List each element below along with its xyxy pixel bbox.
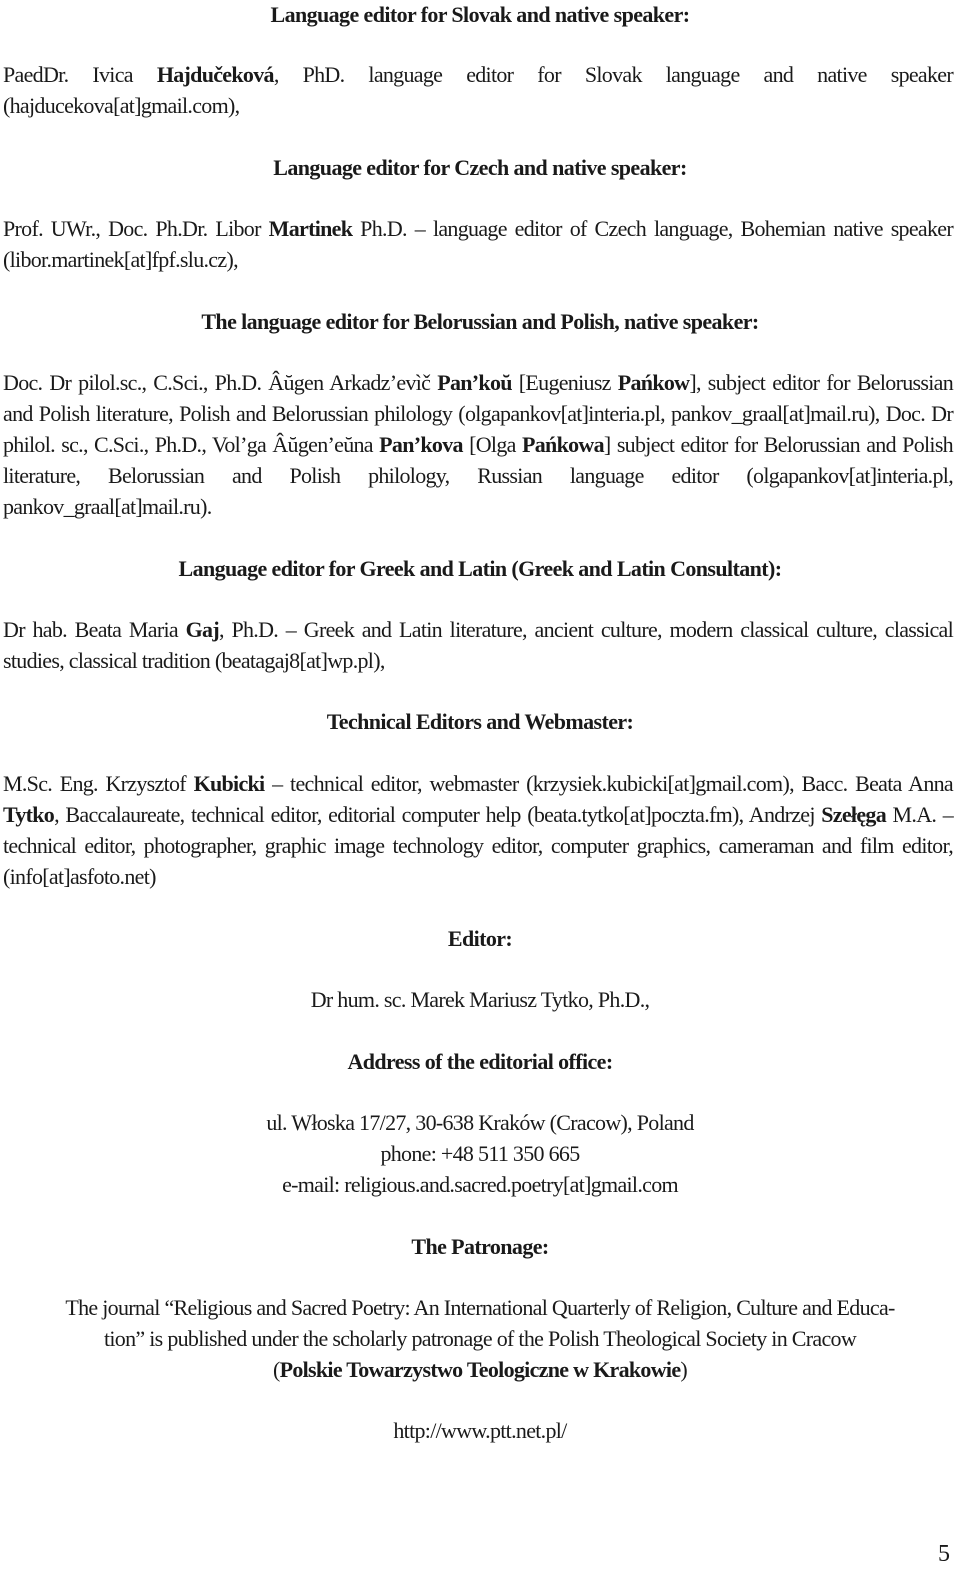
greek-latin-editor-heading: Language editor for Greek and Latin (Greek and Latin Consultant): [178,556,782,581]
address-heading: Address of the editorial office: [347,1049,613,1074]
patronage-line-1: The journal “Religious and Sacred Poetry: An International Quarterly of Religion, Culture and Educa- [65,1295,895,1320]
address-street: ul. Włoska 17/27, 30-638 Kraków (Cracow), Poland [266,1110,694,1135]
greek-latin-editor-entry: Dr hab. Beata Maria Gaj, Ph.D. – Greek and Latin literature, ancient culture, modern classical culture, classical studies, classical tradition (beatagaj8[at]wp.pl), [3,617,953,673]
czech-editor-entry: Prof. UWr., Doc. Ph.Dr. Libor Martinek Ph.D. – language editor of Czech language, Bohemian native speaker (libor.martinek[at]fpf.slu.cz), [3,216,953,272]
patronage-line-3: (Polskie Towarzystwo Teologiczne w Krakowie) [272,1357,688,1382]
technical-editors-heading: Technical Editors and Webmaster: [326,709,634,734]
belorussian-editor-heading: The language editor for Belorussian and Polish, native speaker: [201,309,759,334]
patronage-heading: The Patronage: [411,1234,549,1259]
address-email: e-mail: religious.and.sacred.poetry[at]gmail.com [282,1172,678,1197]
society-name: Polskie Towarzystwo Teologiczne w Krakowie [279,1357,681,1382]
technical-editors-entry: M.Sc. Eng. Krzysztof Kubicki – technical editor, webmaster (krzysiek.kubicki[at]gmail.com), Bacc. Beata Anna Tytko, Baccalaureate, technical editor, editorial computer help (beata.tytko[at]poczta.fm), Andrzej Szełęga M.A. – technical editor, photographer, graphic image technology editor, computer graphics, cameraman and film editor, (info[at]asfoto.net) [3,771,953,889]
address-phone: phone: +48 511 350 665 [380,1141,580,1166]
slovak-editor-heading: Language editor for Slovak and native speaker: [270,2,690,27]
greek-latin-editor-surname: Gaj [185,617,219,642]
slovak-editor-surname: Hajdučeková [156,62,274,87]
patronage-url[interactable]: http://www.ptt.net.pl/ [393,1418,567,1443]
patronage-line-2: tion” is published under the scholarly patronage of the Polish Theological Society in Cracow [103,1326,857,1351]
slovak-editor-entry: PaedDr. Ivica Hajdučeková, PhD. language editor for Slovak language and native speaker (hajducekova[at]gmail.com), [3,62,953,118]
page-number: 5 [938,1541,950,1567]
editor-name: Dr hum. sc. Marek Mariusz Tytko, Ph.D., [310,987,650,1012]
czech-editor-surname: Martinek [268,216,353,241]
editor-heading: Editor: [447,926,513,951]
belorussian-editor-entry: Doc. Dr pilol.sc., C.Sci., Ph.D. Âŭgen Arkadz’evìč Pan’koŭ [Eugeniusz Pańkow], subject editor for Belorussian and Polish literature, Polish and Belorussian philology (olgapankov[at]interia.pl, pankov_graal[at]mail.ru), Doc. Dr philol. sc., C.Sci., Ph.D., Vol’ga Âŭgen’eŭna Pan’kova [Olga Pańkowa] subject editor for Belorussian and Polish literature, Belorussian and Polish philology, Russian language editor (olgapankov[at]interia.pl, pankov_graal[at]mail.ru). [3,370,954,519]
czech-editor-heading: Language editor for Czech and native speaker: [273,155,687,180]
